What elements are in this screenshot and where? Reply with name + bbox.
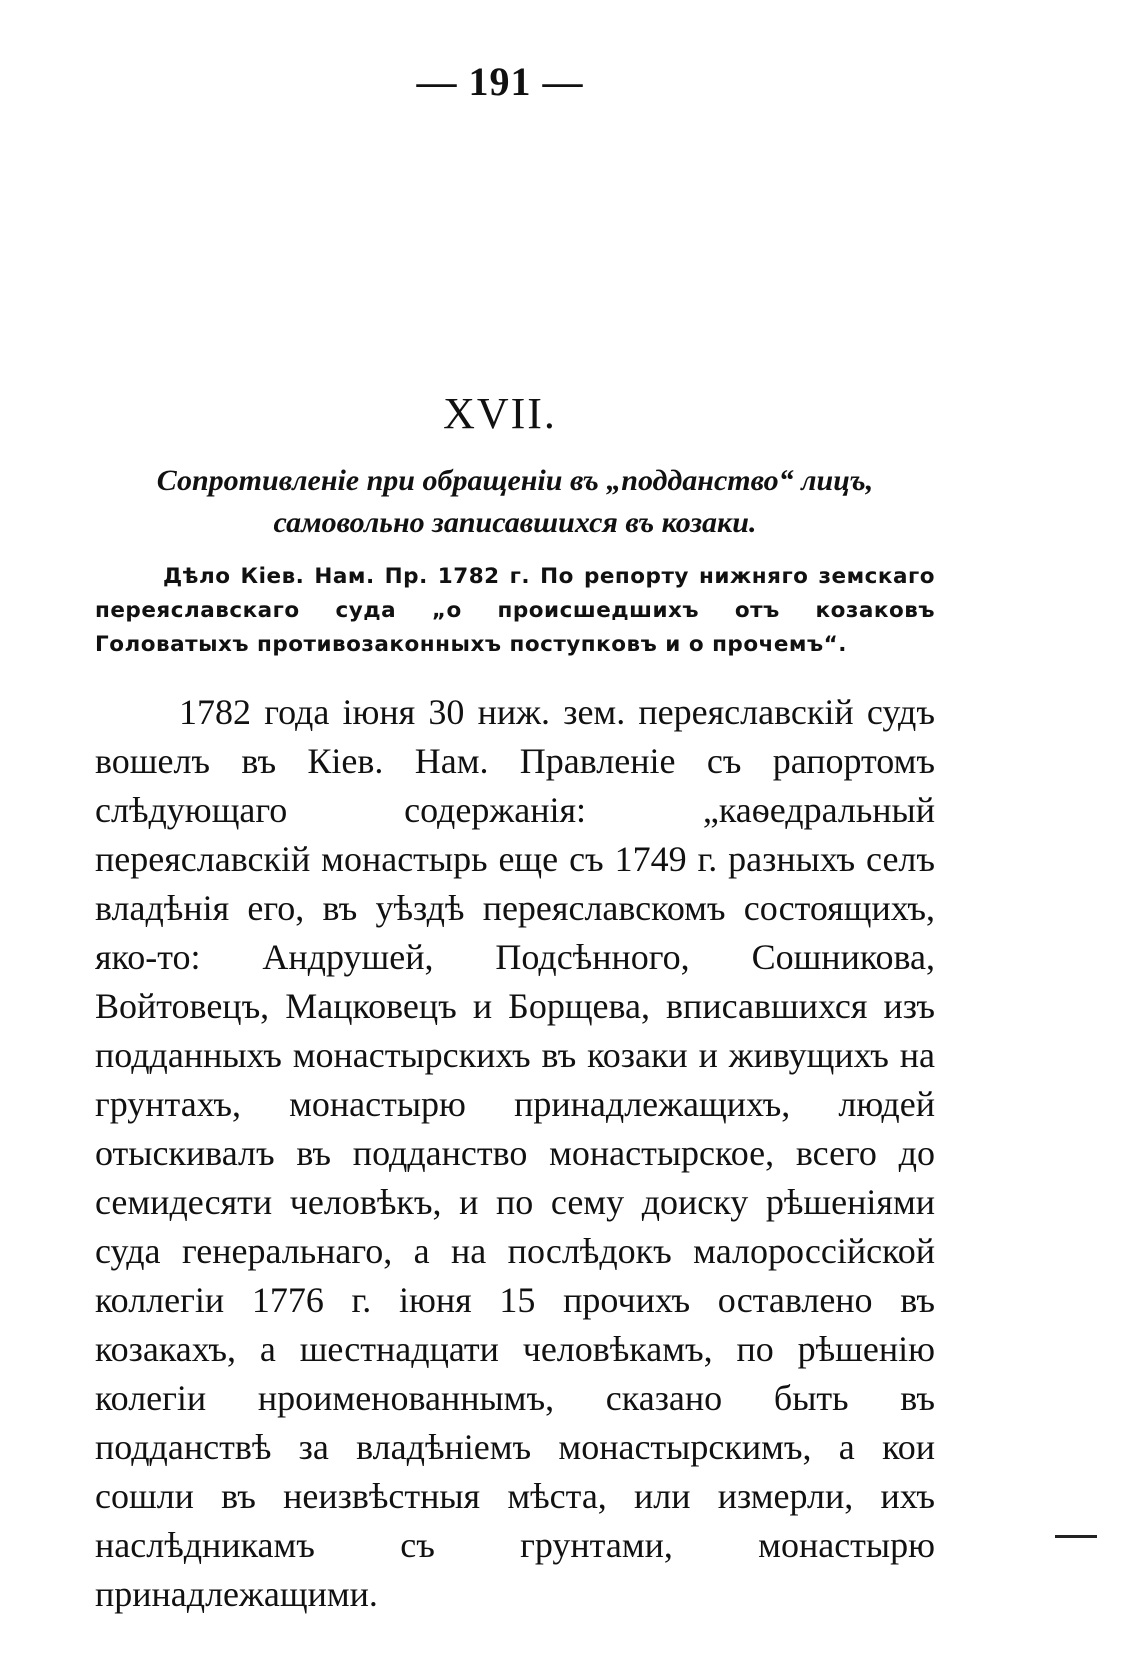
chapter-numeral: XVII. <box>443 389 557 438</box>
page-number: — 191 — <box>416 59 584 104</box>
margin-mark <box>1055 1535 1097 1538</box>
body-paragraph: 1782 года іюня 30 ниж. зем. переяславскій судъ вошелъ въ Кіев. Нам. Правленіе съ рапортомъ слѣдующаго содержанія: „каѳедральный переяславскій монастырь еще съ 1749 г. разныхъ селъ владѣнія его, въ уѣздѣ переяславскомъ состоящихъ, яко-то: Андрушей, Подсѣнного, Сошникова, Войтовецъ, Мацковецъ и Борщева, вписавшихся изъ подданныхъ монастырскихъ въ козаки и живущихъ на грунтахъ, монастырю принадлежащихъ, людей отыскивалъ въ подданство монастырское, всего до семидесяти человѣкъ, и по сему доиску рѣшеніями суда генеральнаго, а на послѣдокъ малороссійской коллегіи 1776 г. іюня 15 прочихъ оставлено въ козакахъ, а шестнадцати человѣкамъ, по рѣшенію колегіи нроименованнымъ, сказано быть въ подданствѣ за владѣніемъ монастырскимъ, а кои сошли въ неизвѣстныя мѣста, или измерли, ихъ наслѣдникамъ съ грунтами, монастырю принадлежащими. <box>95 692 935 1614</box>
source-note: Дѣло Кіев. Нам. Пр. 1782 г. По репорту нижняго земскаго переяславскаго суда „о происшедшихъ отъ козаковъ Головатыхъ противозаконныхъ поступковъ и о прочемъ“. <box>95 564 935 657</box>
chapter-title: Сопротивленіе при обращеніи въ „подданство“ лицъ, самовольно записавшихся въ козаки. <box>156 464 874 539</box>
